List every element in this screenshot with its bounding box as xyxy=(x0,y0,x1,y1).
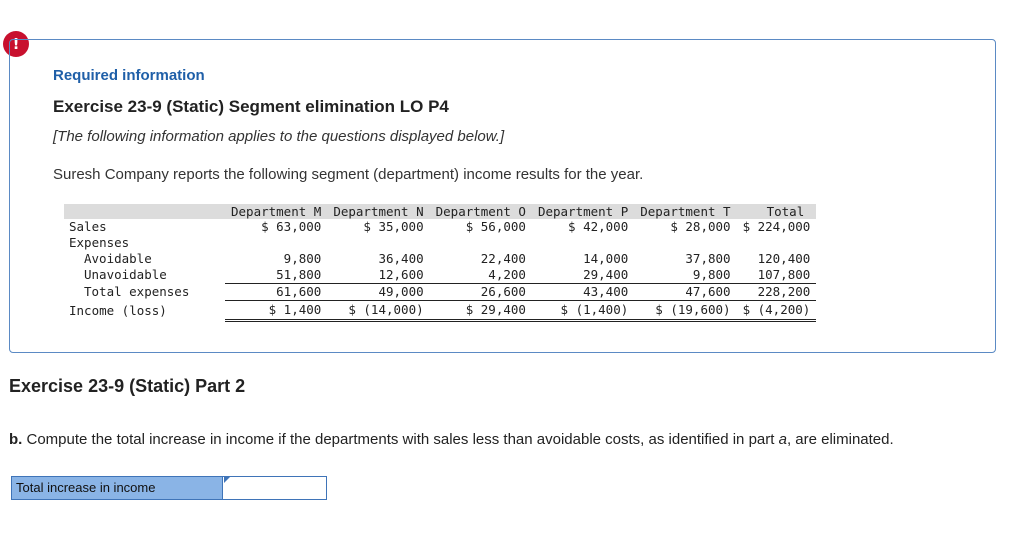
table-cell: $ 42,000 xyxy=(568,219,629,234)
table-row xyxy=(64,235,816,251)
question-text xyxy=(9,431,894,448)
table-cell: 51,800 xyxy=(276,267,322,282)
table-cell: $ (14,000) xyxy=(327,301,429,321)
table-cell: 36,400 xyxy=(378,251,424,266)
table-cell: $ 1,400 xyxy=(225,301,327,321)
input-flag-icon xyxy=(224,477,230,483)
question-end: , are eliminated. xyxy=(786,431,894,448)
answer-input-wrapper xyxy=(223,476,327,500)
table-cell: 26,600 xyxy=(430,284,532,301)
table-row xyxy=(64,219,816,235)
table-cell: 14,000 xyxy=(583,251,629,266)
row-label: Sales xyxy=(69,219,107,234)
column-header: Department P xyxy=(532,204,634,219)
total-increase-input[interactable] xyxy=(223,476,327,500)
table-cell: 228,200 xyxy=(737,284,817,301)
alert-icon: ! xyxy=(3,31,29,57)
exercise-title: Exercise 23-9 (Static) Segment elimination LO P4 xyxy=(53,97,449,116)
table-header-row xyxy=(64,204,816,219)
table-cell: $ (4,200) xyxy=(737,301,817,321)
table-cell: 22,400 xyxy=(480,251,526,266)
question-prefix: b. xyxy=(9,431,23,448)
table-cell: 9,800 xyxy=(692,267,731,282)
table-cell: 4,200 xyxy=(488,267,526,282)
column-header: Department M xyxy=(225,204,327,219)
row-label: Avoidable xyxy=(84,251,152,266)
row-label: Total expenses xyxy=(84,284,190,299)
table-cell: 49,000 xyxy=(327,284,429,301)
required-information-label: Required information xyxy=(53,67,205,84)
table-cell: $ 63,000 xyxy=(261,219,322,234)
question-body: Compute the total increase in income if the departments with sales less than avoidable costs, as identified in part xyxy=(22,431,779,448)
question-part-ref: a xyxy=(778,431,787,448)
table-cell: $ 29,400 xyxy=(430,301,532,321)
table-cell: $ (19,600) xyxy=(634,301,736,321)
table-cell: $ 28,000 xyxy=(670,219,731,234)
row-label: Unavoidable xyxy=(84,267,167,283)
segment-income-table xyxy=(64,204,816,322)
answer-row xyxy=(11,476,327,500)
table-row xyxy=(64,301,816,321)
table-cell: $ 224,000 xyxy=(742,219,811,234)
table-cell: $ 56,000 xyxy=(465,219,526,234)
table-cell: 61,600 xyxy=(225,284,327,301)
table-row xyxy=(64,267,816,284)
row-label: Expenses xyxy=(69,235,130,250)
table-cell: 9,800 xyxy=(283,251,322,266)
column-header: Department T xyxy=(634,204,736,219)
column-header: Total xyxy=(737,204,817,219)
table-cell: 29,400 xyxy=(583,267,629,282)
table-row xyxy=(64,284,816,301)
column-header: Department O xyxy=(430,204,532,219)
table-cell: 12,600 xyxy=(378,267,424,282)
table-cell: 107,800 xyxy=(757,267,811,282)
column-header: Department N xyxy=(327,204,429,219)
table-cell: 47,600 xyxy=(634,284,736,301)
table-cell: 120,400 xyxy=(757,251,811,266)
table-cell: 43,400 xyxy=(532,284,634,301)
applies-note: [The following information applies to the questions displayed below.] xyxy=(53,128,505,145)
intro-text: Suresh Company reports the following segment (department) income results for the year. xyxy=(53,166,644,183)
row-label: Income (loss) xyxy=(69,302,167,318)
table-cell: $ (1,400) xyxy=(532,301,634,321)
part-title: Exercise 23-9 (Static) Part 2 xyxy=(9,376,246,396)
answer-label: Total increase in income xyxy=(11,476,223,500)
table-row xyxy=(64,251,816,267)
table-cell: 37,800 xyxy=(685,251,731,266)
table-cell: $ 35,000 xyxy=(363,219,424,234)
